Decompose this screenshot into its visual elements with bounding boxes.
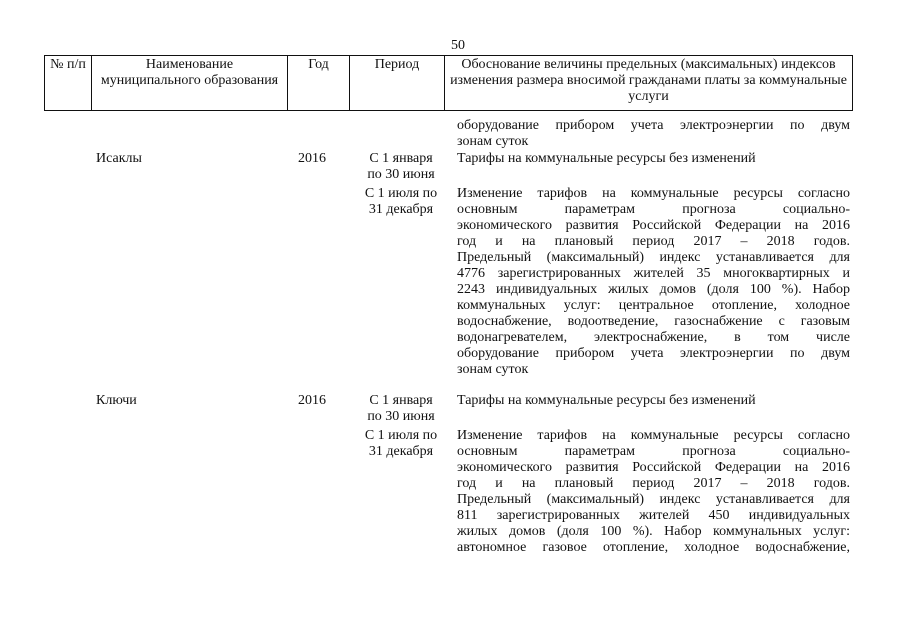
header-year: Год [288, 56, 350, 111]
row-text-2: Изменение тарифов на коммунальные ресурсы согласно основным параметрам прогноза социально- экономического развития Российской Федерации на 2016 год и на плановый период 2017 – 2018 годов. Предельный (максимальный) индекс устанавливается для 811 зарегистрированных жителей 450 индивидуальных жилых домов (доля 100 %). Набор коммунальных услуг: автономное газовое отопление, холодное водоснабжение, [457, 428, 850, 555]
page-number: 50 [451, 38, 465, 53]
row-municipality: Ключи [96, 393, 137, 408]
header-municipality: Наименование муниципального образования [92, 56, 288, 111]
row-period-1: С 1 января по 30 июня [367, 393, 435, 424]
row-period-2: С 1 июля по 31 декабря [364, 428, 438, 459]
header-justification: Обоснование величины предельных (максимальных) индексов изменения размера вносимой гражданами платы за коммунальные услуги [445, 56, 853, 111]
table-header [44, 55, 853, 111]
row-text-1: Тарифы на коммунальные ресурсы без изменений [457, 393, 756, 408]
header-period: Период [350, 56, 445, 111]
continuation-text: оборудование прибором учета электроэнергии по двум зонам суток [457, 118, 850, 149]
row-text-1: Тарифы на коммунальные ресурсы без изменений [457, 151, 756, 166]
row-period-2: С 1 июля по 31 декабря [364, 186, 438, 217]
row-year: 2016 [298, 151, 326, 166]
row-period-1: С 1 января по 30 июня [367, 151, 435, 182]
header-number: № п/п [45, 56, 92, 111]
row-municipality: Исаклы [96, 151, 142, 166]
row-year: 2016 [298, 393, 326, 408]
row-text-2: Изменение тарифов на коммунальные ресурсы согласно основным параметрам прогноза социально- экономического развития Российской Федерации на 2016 год и на плановый период 2017 – 2018 годов. Предельный (максимальный) индекс устанавливается для 4776 зарегистрированных жителей 35 многоквартирных и 2243 индивидуальных жилых домов (доля 100 %). Набор коммунальных услуг: центральное отопление, холодное водоснабжение, водоотведение, газоснабжение с газовым водонагревателем, электроснабжение, в том числе оборудование прибором учета электроэнергии по двум зонам суток [457, 186, 850, 377]
